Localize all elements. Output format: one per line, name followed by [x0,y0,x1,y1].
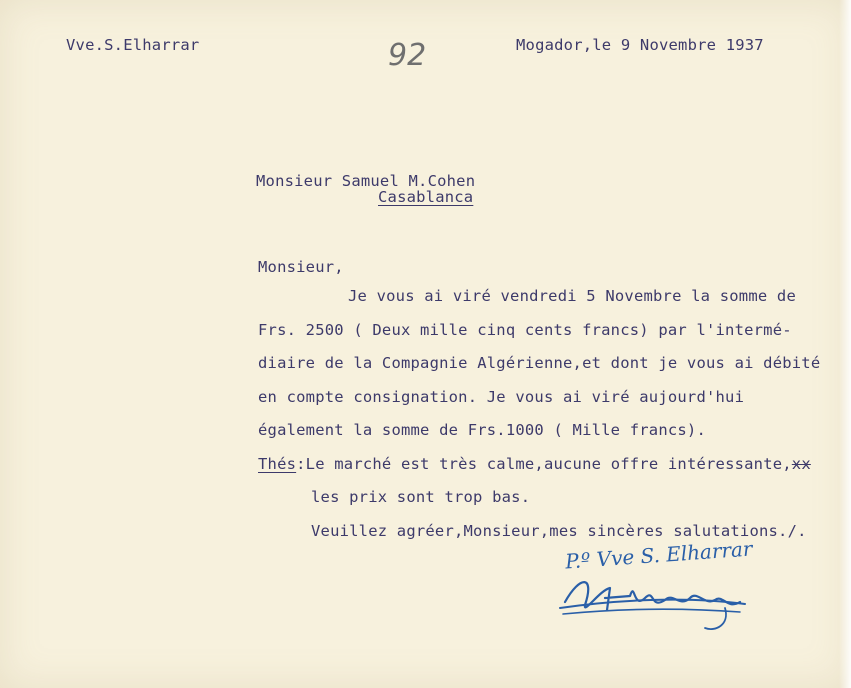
recipient-city: Casablanca [378,188,474,206]
signature-line: P.º Vve S. Elharrar [564,536,754,574]
body-line-2: Frs. 2500 ( Deux mille cinq cents francs) par l'intermé- [258,321,792,339]
the-paragraph-line-2: les prix sont trop bas. [311,488,531,506]
handwritten-signature [555,570,755,640]
closing-line: Veuillez agréer,Monsieur,mes sincères salutations./. [311,522,807,540]
the-paragraph-line-1 [258,455,811,473]
body-line-3: diaire de la Compagnie Algérienne,et dont je vous ai débité [258,354,821,372]
the-text: :Le marché est très calme,aucune offre intéressante, [296,455,792,473]
body-line-4: en compte consignation. Je vous ai viré aujourd'hui [258,388,745,406]
recipient-name: Monsieur Samuel M.Cohen [256,172,476,190]
struck-text: xx [791,455,811,473]
page-number: 92 [388,38,427,73]
body-line-5: également la somme de Frs.1000 ( Mille francs). [258,421,706,439]
sender-name: Vve.S.Elharrar [66,36,200,54]
body-line-1: Je vous ai viré vendredi 5 Novembre la somme de [348,287,796,305]
the-label: Thés [258,455,297,473]
salutation: Monsieur, [258,258,344,276]
place-date: Mogador,le 9 Novembre 1937 [516,36,764,54]
